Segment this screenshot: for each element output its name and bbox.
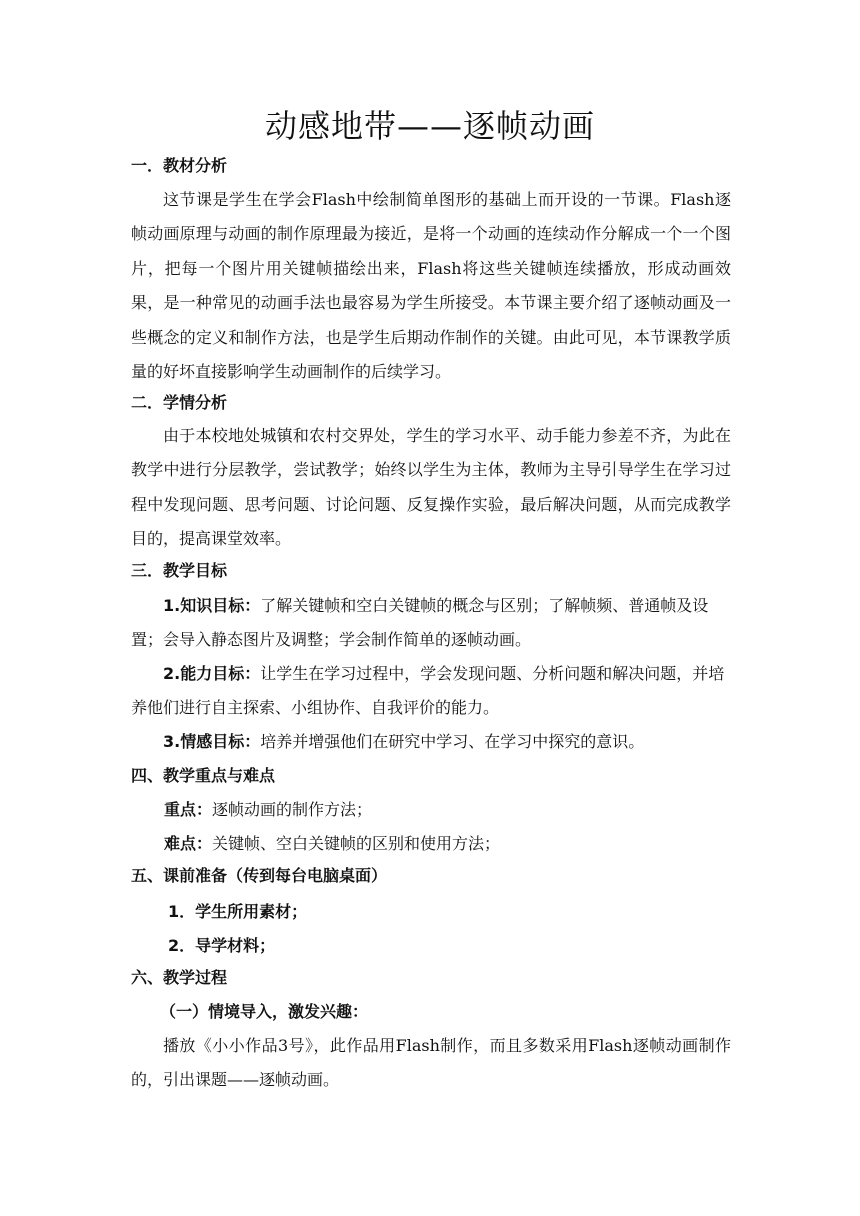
- goal-emotion: [131, 725, 731, 759]
- key-point-label: 重点：: [164, 800, 213, 819]
- goal-ability: [131, 657, 731, 726]
- process-body-intro: 播放《小小作品3号》，此作品用Flash制作，而且多数采用Flash逐帧动画制作的，引出课题——逐帧动画。: [131, 1036, 731, 1090]
- difficult-point-label: 难点：: [164, 834, 213, 853]
- key-point-text: 逐帧动画的制作方法；: [212, 800, 373, 819]
- goal-ability-label: 2.能力目标：: [163, 664, 261, 683]
- preparation-item-materials: 1．学生所用素材；: [168, 902, 308, 921]
- page-title: 动感地带——逐帧动画: [264, 107, 595, 145]
- goal-knowledge-label: 1.知识目标：: [163, 596, 261, 615]
- process-subheading-intro: （一）情境导入，激发兴趣：: [160, 1002, 369, 1021]
- goal-knowledge-text: 了解关键帧和空白关键帧的概念与区别；了解帧频、普通帧及设置；会导入静态图片及调整；学会制作简单的逐帧动画。: [131, 596, 709, 650]
- key-point: [164, 793, 731, 827]
- section-body-student-analysis: 由于本校地处城镇和农村交界处，学生的学习水平、动手能力参差不齐，为此在教学中进行分层教学，尝试教学；始终以学生为主体，教师为主导引导学生在学习过程中发现问题、思考问题、讨论问题、反复操作实验，最后解决问题，从而完成教学目的，提高课堂效率。: [131, 426, 731, 549]
- goal-knowledge: [131, 589, 731, 658]
- difficult-point-text: 关键帧、空白关键帧的区别和使用方法；: [212, 834, 501, 853]
- section-heading-process: 六、教学过程: [131, 968, 228, 987]
- goal-emotion-label: 3.情感目标：: [163, 732, 261, 751]
- goal-ability-text: 让学生在学习过程中，学会发现问题、分析问题和解决问题，并培养他们进行自主探索、小组协作、自我评价的能力。: [131, 664, 725, 718]
- preparation-item-guide: 2．导学材料；: [168, 936, 276, 955]
- goal-emotion-text: 培养并增强他们在研究中学习、在学习中探究的意识。: [260, 732, 645, 751]
- difficult-point: [164, 827, 731, 861]
- section-heading-preparation: 五、课前准备（传到每台电脑桌面）: [131, 866, 388, 885]
- section-heading-key-points: 四、教学重点与难点: [131, 766, 276, 785]
- section-heading-teaching-goals: 三．教学目标: [131, 561, 228, 580]
- section-body-textbook-analysis: 这节课是学生在学会Flash中绘制简单图形的基础上而开设的一节课。Flash逐帧动画原理与动画的制作原理最为接近，是将一个动画的连续动作分解成一个一个图片，把每一个图片用关键帧描绘出来，Flash将这些关键帧连续播放，形成动画效果，是一种常见的动画手法也最容易为学生所接受。本节课主要介绍了逐帧动画及一些概念的定义和制作方法，也是学生后期动作制作的关键。由此可见，本节课教学质量的好坏直接影响学生动画制作的后续学习。: [131, 190, 731, 382]
- section-heading-textbook-analysis: 一．教材分析: [131, 156, 228, 175]
- section-heading-student-analysis: 二．学情分析: [131, 393, 228, 412]
